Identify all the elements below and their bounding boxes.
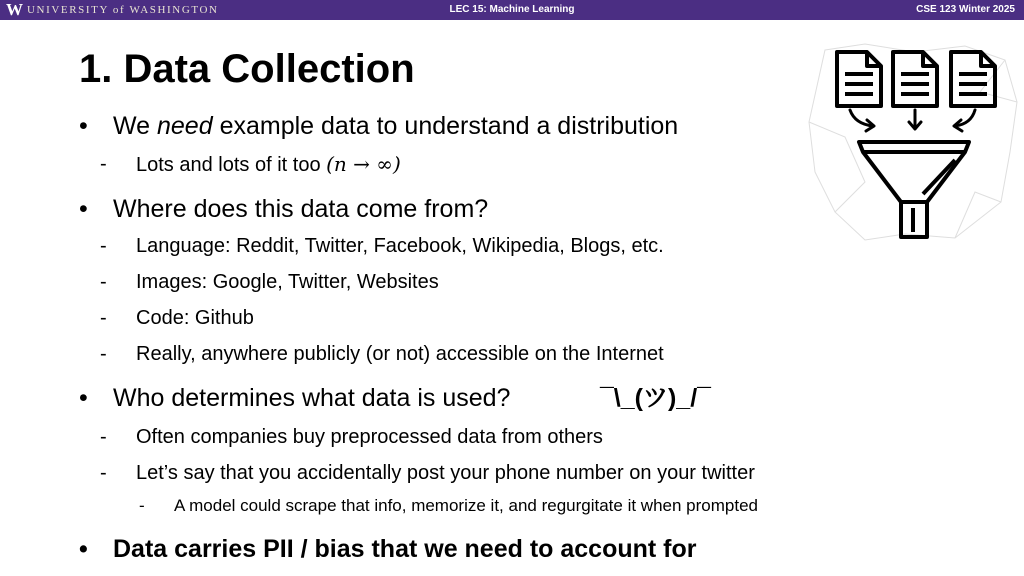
slide-title: 1. Data Collection (79, 47, 415, 91)
document-icon (837, 52, 881, 106)
bullet-text: Where does this data come from? (113, 195, 489, 223)
bullet-marker: • (79, 195, 88, 223)
funnel-icon (859, 142, 969, 237)
math-expression: (n → ∞) (326, 152, 401, 176)
dash-marker: - (100, 153, 107, 175)
arrow-icon (850, 110, 975, 131)
shrug-emoticon: ¯\_(ツ)_/¯ (600, 384, 711, 412)
dash-marker: - (100, 426, 107, 448)
lecture-title: LEC 15: Machine Learning (449, 4, 575, 15)
sub-sub-bullet-text: A model could scrape that info, memorize it, and regurgitate it when prompted (174, 496, 758, 515)
dash-marker: - (100, 271, 107, 293)
sub-bullet-text: Really, anywhere publicly (or not) accessible on the Internet (136, 343, 664, 365)
bullet-text: example data to understand a distribution (212, 112, 679, 140)
sub-bullet-text: Let’s say that you accidentally post your phone number on your twitter (136, 462, 755, 484)
bullet-text: Who determines what data is used? (113, 384, 511, 412)
bullet-text: We (113, 112, 157, 140)
sub-bullet-text: Images: Google, Twitter, Websites (136, 271, 439, 293)
dash-marker: - (100, 343, 107, 365)
dash-marker: - (100, 235, 107, 257)
sub-bullet-text: Code: Github (136, 307, 254, 329)
dash-marker: - (100, 462, 107, 484)
dash-marker: - (139, 496, 145, 515)
university-name: UNIVERSITY of WASHINGTON (27, 4, 219, 16)
uw-logo: W (6, 0, 23, 19)
document-icon (893, 52, 937, 106)
bullet-marker: • (79, 535, 88, 563)
top-bar (0, 0, 1024, 20)
bullet-marker: • (79, 384, 88, 412)
course-label: CSE 123 Winter 2025 (916, 4, 1015, 15)
document-icon (951, 52, 995, 106)
bullet-marker: • (79, 112, 88, 140)
sub-bullet-text: Lots and lots of it too (136, 154, 327, 176)
emphasis-text: need (157, 112, 213, 140)
sub-bullet-text: Often companies buy preprocessed data from others (136, 426, 603, 448)
dash-marker: - (100, 307, 107, 329)
data-funnel-illustration (805, 42, 1020, 242)
sub-bullet-text: Language: Reddit, Twitter, Facebook, Wikipedia, Blogs, etc. (136, 235, 664, 257)
bullet-text: Data carries PII / bias that we need to account for (113, 535, 697, 563)
